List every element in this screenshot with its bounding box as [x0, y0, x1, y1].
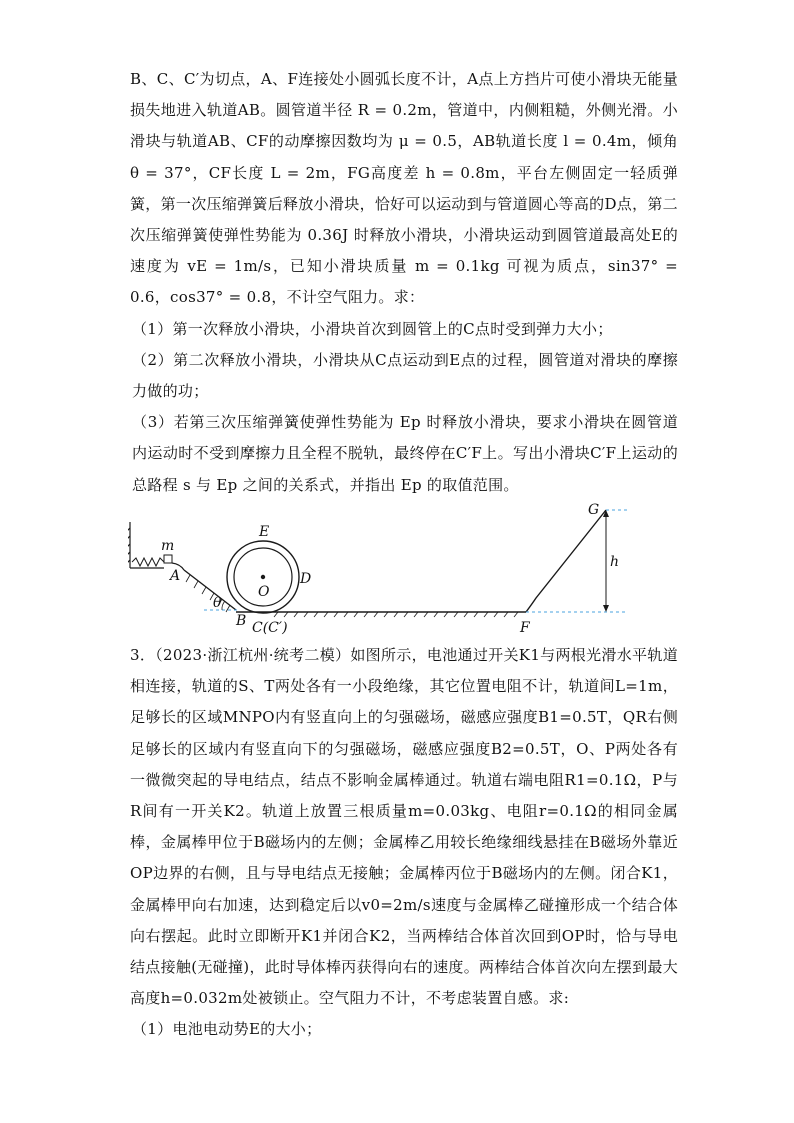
label-A: A: [170, 568, 181, 584]
question-3-1: （1）电池电动势E的大小；: [132, 1020, 322, 1039]
problem-3-intro: 3．（2023·浙江杭州·统考二模）如图所示，电池通过开关K1与两根光滑水平轨道相连接，轨道的S、T两处各有一小段绝缘，其它位置电阻不计，轨道间L=1m，足够长的区域MNPO内有竖直向上的匀强磁场，磁感应强度B1=0.5T，QR右侧足够长的区域内有竖直向下的匀强磁场，磁感应强度B2=0.5T，O、P两处各有一微微突起的导电结点，结点不影响金属棒通过。轨道右端电阻R1=0.1Ω，P与R间有一开关K2。轨道上放置三根质量m=0.03kg、电阻r=0.1Ω的相同金属棒，金属棒甲位于B磁场内的左侧；金属棒乙用较长绝缘细线悬挂在B磁场外靠近OP边界的右侧，且与导电结点无接触；金属棒丙位于B磁场内的左侧。闭合K1，金属棒甲向右加速，达到稳定后以v0=2m/s速度与金属棒乙碰撞形成一个结合体向右摆起。此时立即断开K1并闭合K2，当两棒结合体首次回到OP时，恰与导电结点接触(无碰撞)，此时导体棒丙获得向右的速度。两棒结合体首次向左摆到最大高度h=0.032m处被锁止。空气阻力不计，不考虑装置自感。求:: [130, 646, 678, 1008]
track-diagram: [128, 500, 648, 636]
label-F: F: [520, 620, 530, 636]
incline-AB: [184, 570, 236, 610]
problem-2-intro: B、C、C′为切点，A、F连接处小圆弧长度不计，A点上方挡片可使小滑块无能量损失地进入轨道AB。圆管道半径 R = 0.2m，管道中，内侧粗糙，外侧光滑。小滑块与轨道AB、CF的动摩擦因数均为 μ = 0.5，AB轨道长度 l = 0.4m，倾角 θ = 37°，CF长度 L = 2m，FG高度差 h = 0.8m，平台左侧固定一轻质弹簧，第一次压缩弹簧后释放小滑块，恰好可以运动到与管道圆心等高的D点，第二次压缩弹簧使弹性势能为 0.36J 时释放小滑块，小滑块运动到圆管道最高处E的速度为 vE = 1m/s，已知小滑块质量 m = 0.1kg 可视为质点，sin37° = 0.6，cos37° = 0.8，不计空气阻力。求：: [130, 70, 678, 307]
question-2-2: （2）第二次释放小滑块，小滑块从C点运动到E点的过程，圆管道对滑块的摩擦力做的功；: [132, 350, 678, 401]
label-O: O: [258, 584, 270, 600]
problem-3-text: [130, 640, 678, 1046]
label-G: G: [588, 502, 600, 518]
center-O: [261, 575, 265, 579]
label-D: D: [300, 571, 312, 587]
ground-hatch: [274, 612, 518, 617]
problem-2-text: [130, 64, 678, 501]
question-2-3: （3）若第三次压缩弹簧使弹性势能为 Ep 时释放小滑块，要求小滑块在圆管道内运动时不受到摩擦力且全程不脱轨，最终停在C′F上。写出小滑块C′F上运动的总路程 s 与 Ep 之间的关系式，并指出 Ep 的取值范围。: [132, 413, 678, 494]
spring: [132, 558, 164, 566]
question-2-1: （1）第一次释放小滑块，小滑块首次到圆管上的C点时受到弹力大小；: [132, 319, 613, 338]
ramp-FG: [526, 510, 606, 612]
label-m: m: [161, 538, 175, 554]
label-h: h: [610, 554, 620, 570]
label-C: C(C′): [252, 620, 288, 636]
track-diagram-svg: [128, 500, 648, 636]
height-arrow-bottom: [603, 605, 609, 612]
label-B: B: [236, 613, 247, 629]
label-E: E: [259, 524, 270, 540]
incline-hatch: [186, 575, 230, 612]
label-theta: θ: [213, 595, 222, 611]
slider-block: [164, 555, 172, 563]
angle-arc: [222, 601, 225, 610]
